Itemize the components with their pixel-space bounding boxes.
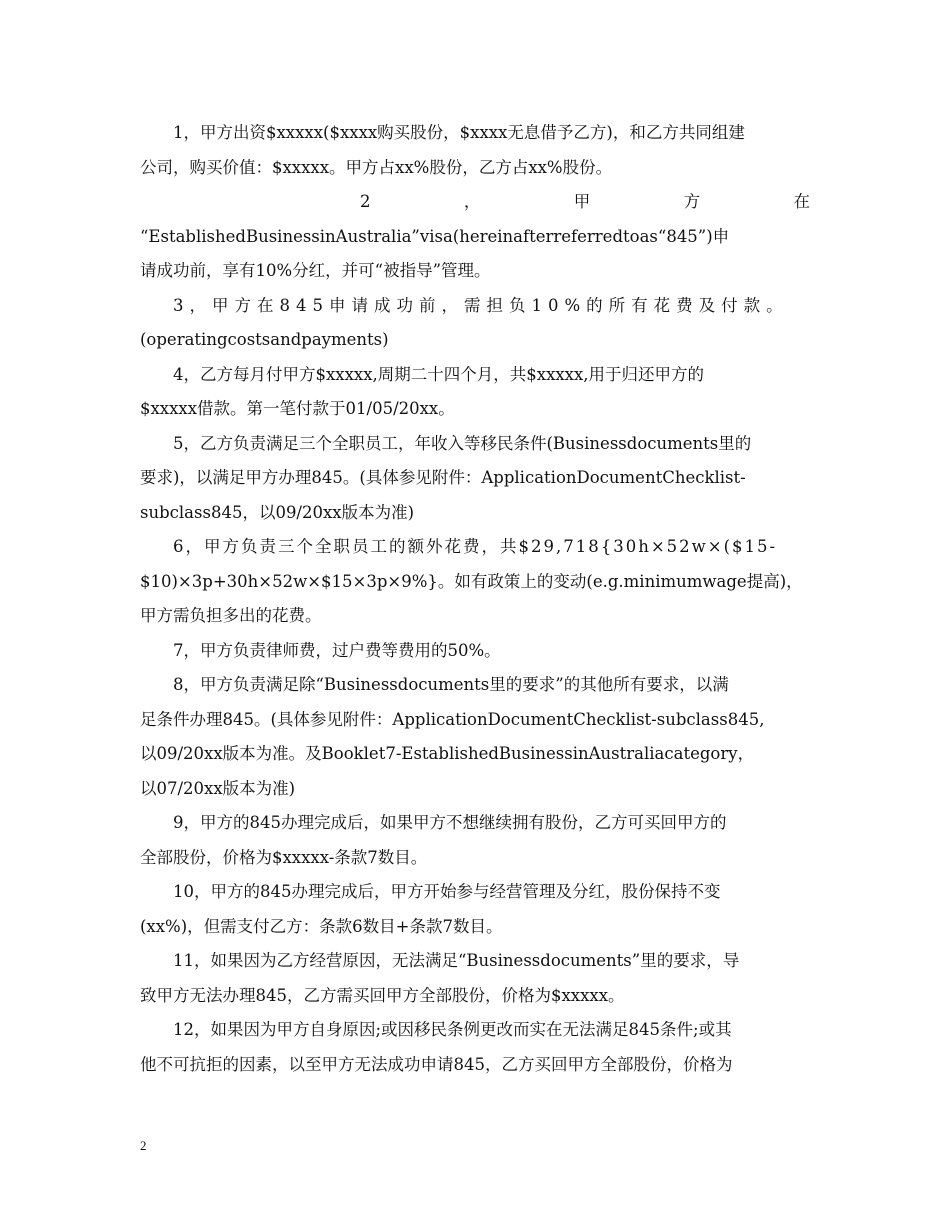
clause-2-word-fang: 方	[683, 192, 701, 211]
clause-2-line-1	[140, 185, 810, 220]
page-number: 2	[140, 1138, 147, 1153]
clause-10-line-1: 10，甲方的845办理完成后，甲方开始参与经营管理及分红，股份保持不变	[173, 882, 721, 901]
clause-1-line-1: 1，甲方出资$xxxxx($xxxx购买股份，$xxxx无息借予乙方)，和乙方共同组建	[173, 123, 745, 142]
clause-2-line-3: 请成功前，享有10%分红，并可“被指导”管理。	[140, 261, 491, 280]
clause-2-number: 2	[360, 192, 371, 211]
clause-4-line-1: 4，乙方每月付甲方$xxxxx,周期二十四个月，共$xxxxx,用于归还甲方的	[173, 364, 705, 384]
clause-2-comma: ，	[463, 192, 481, 211]
clause-8-line-3: 以09/20xx版本为准。及Booklet7-EstablishedBusinessinAustraliacategory，	[140, 744, 755, 763]
clause-6-line-1: 6，甲方负责三个全职员工的额外花费，共$29,718{30h×52w×($15-	[173, 537, 778, 556]
clause-9-line-2: 全部股份，价格为$xxxxx-条款7数目。	[140, 847, 428, 867]
clause-2-word-zai: 在	[793, 192, 810, 211]
clause-8-line-4: 以07/20xx版本为准)	[140, 778, 296, 798]
clause-8-line-2: 足条件办理845。(具体参见附件：ApplicationDocumentChecklist-subclass845,	[140, 709, 765, 729]
clause-9-line-1: 9，甲方的845办理完成后，如果甲方不想继续拥有股份，乙方可买回甲方的	[173, 813, 727, 832]
clause-6-line-2: $10)×3p+30h×52w×$15×3p×9%}。如有政策上的变动(e.g.minimumwage提高)，	[140, 571, 803, 591]
clause-2-line-2: “EstablishedBusinessinAustralia”visa(hereinafterreferredtoas“845”)申	[140, 226, 730, 246]
clause-3-line-2: (operatingcostsandpayments)	[140, 330, 389, 349]
document-body	[140, 116, 810, 1082]
clause-5-line-2: 要求)，以满足甲方办理845。(具体参见附件：ApplicationDocumentChecklist-	[140, 468, 746, 487]
clause-3-line-1: 3，甲方在845申请成功前，需担负10%的所有花费及付款。	[173, 295, 789, 315]
clause-1-line-2: 公司，购买价值：$xxxxx。甲方占xx%股份，乙方占xx%股份。	[140, 157, 613, 177]
clause-5-line-3: subclass845，以09/20xx版本为准)	[140, 502, 415, 522]
clause-6-line-3: 甲方需负担多出的花费。	[140, 606, 322, 625]
clause-12-line-2: 他不可抗拒的因素，以至甲方无法成功申请845，乙方买回甲方全部股份，价格为	[140, 1054, 733, 1074]
clause-11-line-1: 11，如果因为乙方经营原因，无法满足“Businessdocuments”里的要求，导	[173, 951, 740, 970]
clause-4-line-2: $xxxxx借款。第一笔付款于01/05/20xx。	[140, 399, 455, 418]
clause-10-line-2: (xx%)，但需支付乙方：条款6数目+条款7数目。	[140, 916, 503, 936]
clause-5-line-1: 5，乙方负责满足三个全职员工，年收入等移民条件(Businessdocuments里的	[173, 433, 752, 453]
clause-12-line-1: 12，如果因为甲方自身原因;或因移民条例更改而实在无法满足845条件;或其	[173, 1020, 732, 1039]
clause-11-line-2: 致甲方无法办理845，乙方需买回甲方全部股份，价格为$xxxxx。	[140, 985, 625, 1005]
clause-8-line-1: 8，甲方负责满足除“Businessdocuments里的要求”的其他所有要求，以满	[173, 675, 729, 694]
clause-2-word-jia: 甲	[573, 192, 591, 211]
clause-7-line-1: 7，甲方负责律师费，过户费等费用的50%。	[173, 640, 501, 660]
